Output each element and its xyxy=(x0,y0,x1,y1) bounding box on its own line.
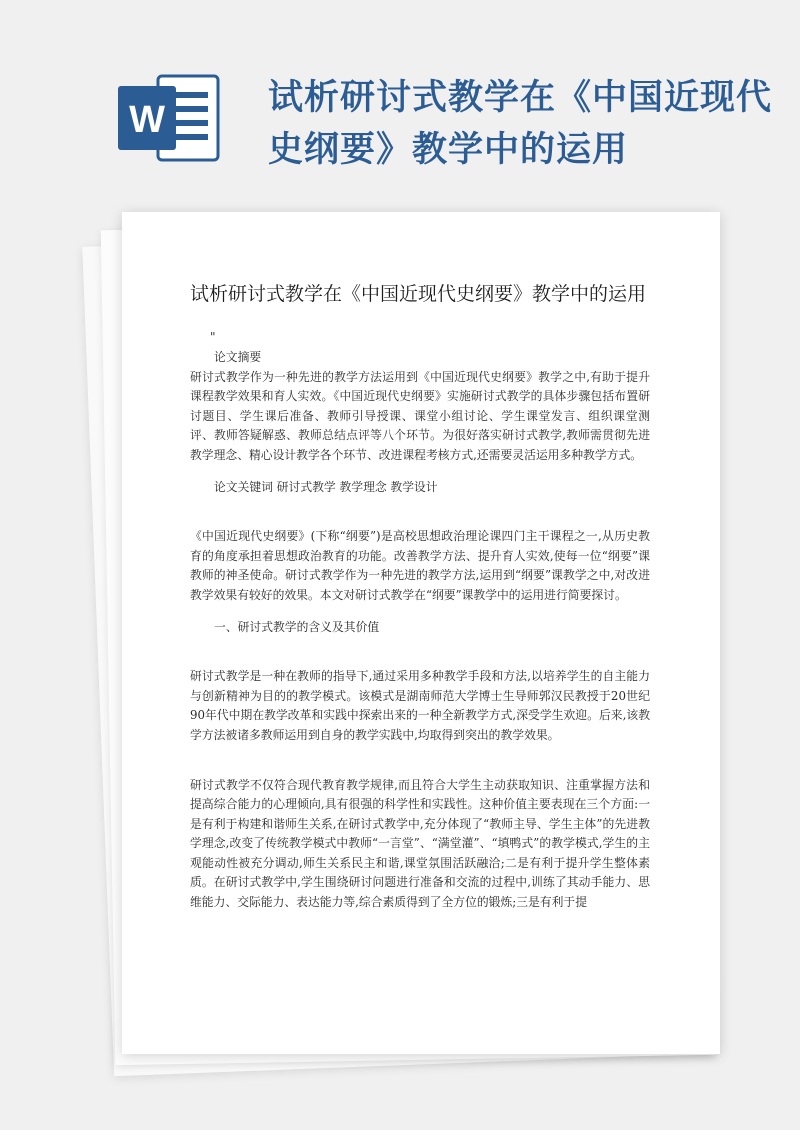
keywords-line: 论文关键词 研讨式教学 教学理念 教学设计 xyxy=(214,479,438,494)
document-body xyxy=(190,278,650,913)
word-icon-letter: W xyxy=(129,99,165,141)
body-paragraph-1: 研讨式教学是一种在教师的指导下,通过采用多种教学手段和方法,以培养学生的自主能力与创新精神为目的的教学模式。该模式是湖南师范大学博士生导师郭汉民教授于20世纪90年代中期在教学改革和实践中探索出来的一种全新教学方式,深受学生欢迎。后来,该教学方法被诸多教师运用到自身的教学实践中,均取得到突出的教学效果。 xyxy=(190,669,650,742)
document-page xyxy=(122,212,720,1054)
quote-mark: " xyxy=(210,330,216,344)
intro-paragraph: 《中国近现代史纲要》(下称“纲要”)是高校思想政治理论课四门主干课程之一,从历史教育的角度承担着思想政治教育的功能。改善教学方法、提升育人实效,使每一位“纲要”课教师的神圣使命。研讨式教学作为一种先进的教学方法,运用到“纲要”课教学之中,对改进教学效果有较好的效果。本文对研讨式教学在“纲要”课教学中的运用进行简要探讨。 xyxy=(190,529,650,602)
header-title: 试析研讨式教学在《中国近现代史纲要》教学中的运用 xyxy=(268,77,773,170)
abstract-heading: 论文摘要 xyxy=(214,350,262,364)
section-heading: 一、研讨式教学的含义及其价值 xyxy=(214,619,380,634)
body-paragraph-2: 研讨式教学不仅符合现代教育教学规律,而且符合大学生主动获取知识、注重掌握方法和提高综合能力的心理倾向,具有很强的科学性和实践性。这种价值主要表现在三个方面:一是有利于构建和谐师生关系,在研讨式教学中,充分体现了“教师主导、学生主体”的先进教学理念,改变了传统教学模式中教师“一言堂”、“满堂灌”、“填鸭式”的教学模式,学生的主观能动性被充分调动,师生关系民主和谐,课堂氛围活跃融洽;二是有利于提升学生整体素质。在研讨式教学中,学生围绕研讨问题进行准备和交流的过程中,训练了其动手能力、思维能力、交际能力、表达能力等,综合素质得到了全方位的锻炼;三是有利于提 xyxy=(190,777,650,910)
document-title: 试析研讨式教学在《中国近现代史纲要》教学中的运用 xyxy=(190,283,647,305)
page-header xyxy=(0,0,800,210)
word-document-icon xyxy=(118,70,222,166)
abstract-text: 研讨式教学作为一种先进的教学方法运用到《中国近现代史纲要》教学之中,有助于提升课程教学效果和育人实效。《中国近现代史纲要》实施研讨式教学的具体步骤包括布置研讨题目、学生课后准备、教师引导授课、课堂小组讨论、学生课堂发言、组织课堂测评、教师答疑解惑、教师总结点评等八个环节。为很好落实研讨式教学,教师需贯彻先进教学理念、精心设计教学各个环节、改进课程考核方式,还需要灵活运用多种教学方式。 xyxy=(190,369,650,462)
